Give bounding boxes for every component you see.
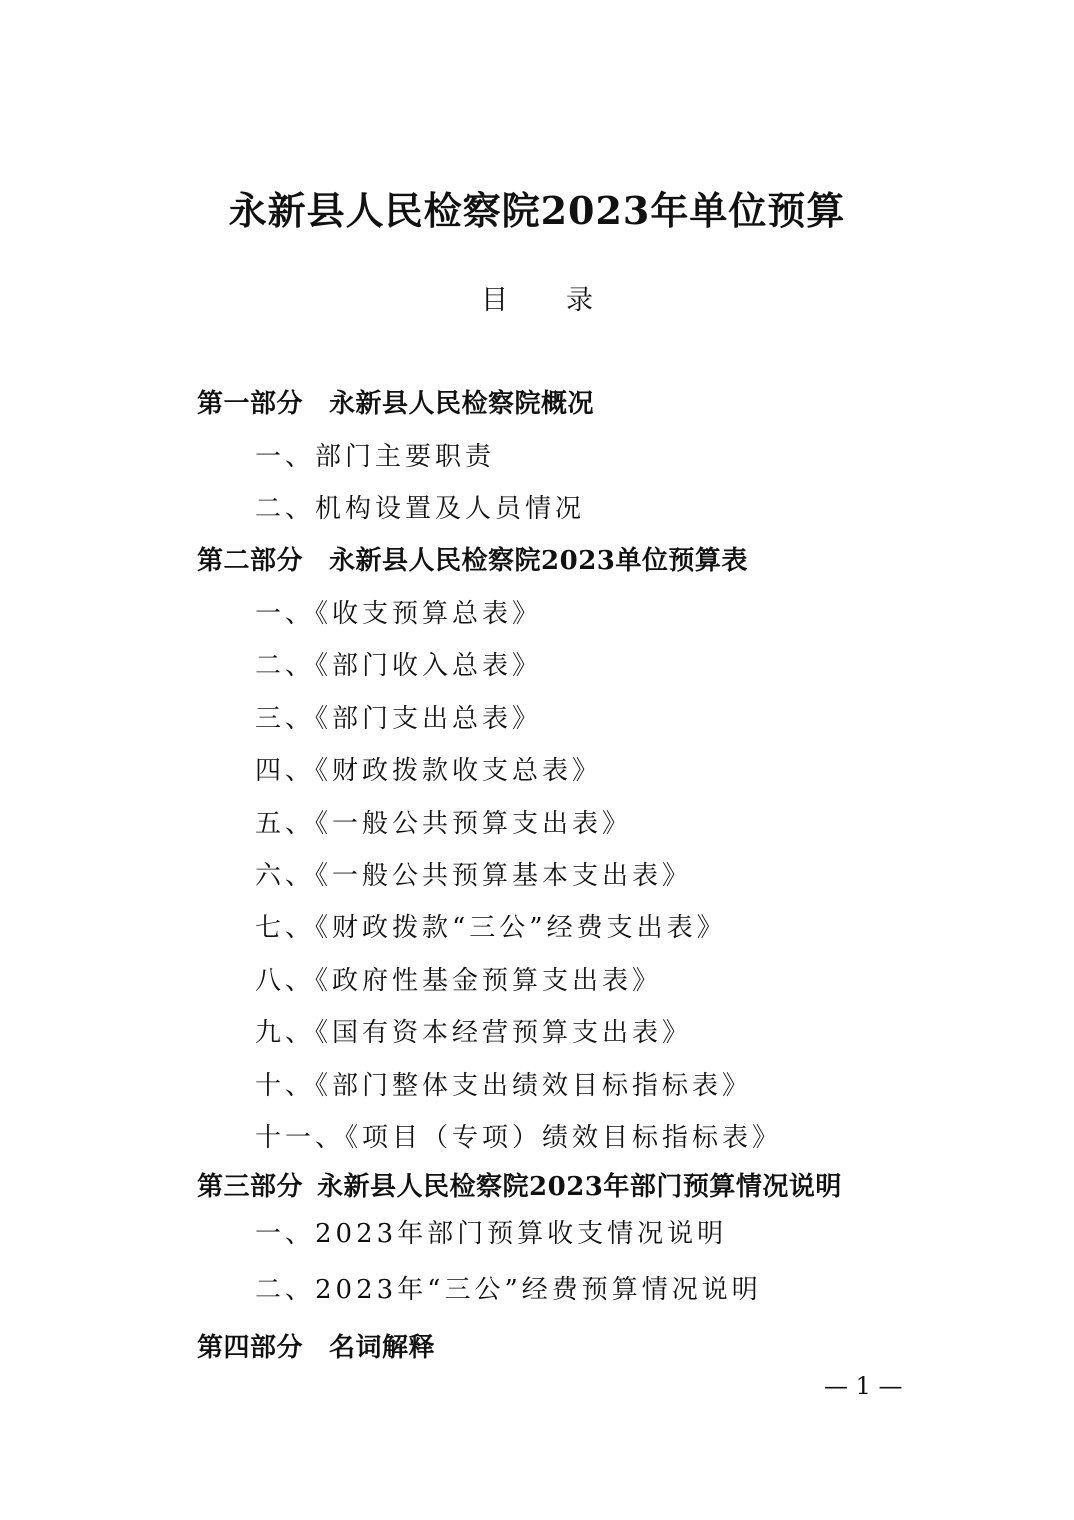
toc-heading xyxy=(0,278,1074,317)
toc-part-3[interactable] xyxy=(197,1166,842,1203)
toc-part-4-label: 第四部分 xyxy=(197,1333,304,1363)
toc-item[interactable]: 十一、《项目（专项）绩效目标指标表》 xyxy=(255,1123,783,1153)
toc-heading-char-1: 目 xyxy=(481,285,508,316)
toc-item[interactable]: 八、《政府性基金预算支出表》 xyxy=(255,966,663,996)
toc-item[interactable]: 九、《国有资本经营预算支出表》 xyxy=(255,1018,693,1048)
page-number: — 1 — xyxy=(824,1372,903,1400)
toc-part-1-label: 第一部分 xyxy=(197,389,304,419)
toc-heading-char-2: 录 xyxy=(566,285,593,316)
toc-part-4-title: 名词解释 xyxy=(329,1333,436,1363)
toc-item[interactable]: 三、《部门支出总表》 xyxy=(255,704,543,734)
toc-item[interactable]: 一、2023年部门预算收支情况说明 xyxy=(255,1219,728,1249)
toc-part-1-title: 永新县人民检察院概况 xyxy=(329,389,595,419)
toc-item[interactable]: 二、机构设置及人员情况 xyxy=(255,494,586,524)
toc-item[interactable]: 五、《一般公共预算支出表》 xyxy=(255,809,633,839)
document-title: 永新县人民检察院2023年单位预算 xyxy=(228,188,846,233)
toc-part-1[interactable] xyxy=(197,383,594,420)
toc-part-2-label: 第二部分 xyxy=(197,546,304,576)
toc-item[interactable]: 二、《部门收入总表》 xyxy=(255,651,543,681)
toc-part-2-title: 永新县人民检察院2023单位预算表 xyxy=(329,546,748,576)
toc-item[interactable]: 六、《一般公共预算基本支出表》 xyxy=(255,861,693,891)
toc-part-3-title: 永新县人民检察院2023年部门预算情况说明 xyxy=(317,1172,842,1202)
toc-item[interactable]: 七、《财政拨款“三公”经费支出表》 xyxy=(255,913,727,943)
toc-item[interactable]: 十、《部门整体支出绩效目标指标表》 xyxy=(255,1071,753,1101)
toc-item[interactable]: 四、《财政拨款收支总表》 xyxy=(255,756,603,786)
toc-item[interactable]: 一、部门主要职责 xyxy=(255,442,496,472)
toc-part-2[interactable] xyxy=(197,540,748,577)
toc-item[interactable]: 一、《收支预算总表》 xyxy=(255,599,543,629)
toc-part-4[interactable] xyxy=(197,1327,435,1364)
toc-item[interactable]: 二、2023年“三公”经费预算情况说明 xyxy=(255,1275,762,1305)
toc-part-3-label: 第三部分 xyxy=(197,1172,304,1202)
